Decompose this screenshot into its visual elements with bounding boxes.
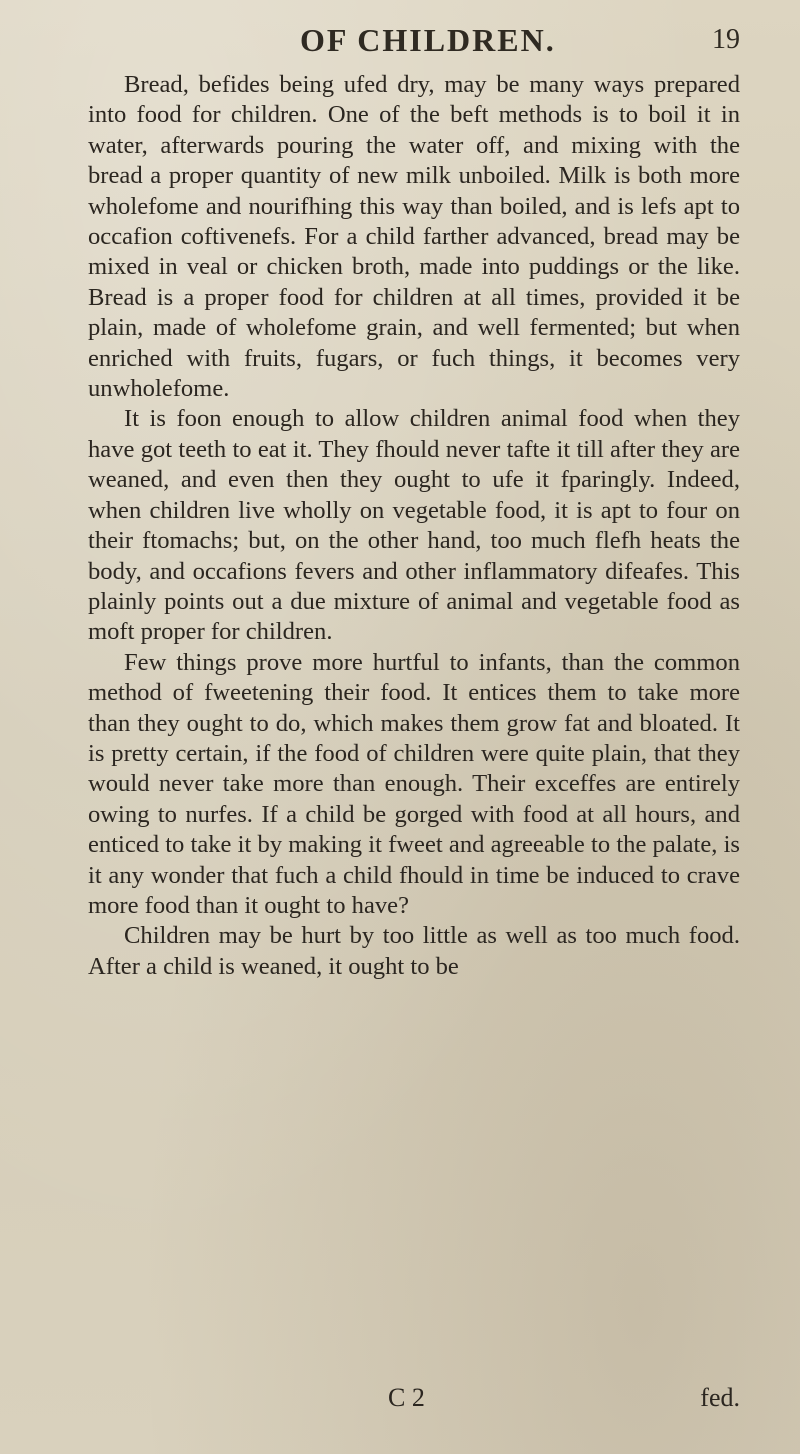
paragraph-too-little-food: Children may be hurt by too little as well as too much food. After a child is weaned, it ought to be [88, 922, 740, 980]
page-footer [88, 1383, 740, 1419]
page-number: 19 [712, 24, 740, 55]
page-header [300, 22, 750, 64]
paragraph-animal-food: It is foon enough to allow children animal food when they have got teeth to eat it. They fhould never tafte it till after they are weaned, and even then they ought to ufe it fparingly. Indeed, when children live wholly on vegetable food, it is apt to four on their ftomachs; but, on the other hand, too much flefh heats the body, and occafions fevers and other inflammatory difeafes. This plainly points out a due mixture of animal and vegetable food as moft proper for children. [88, 405, 740, 646]
body-text [88, 70, 740, 982]
paragraph-sweetening: Few things prove more hurtful to infants, than the common method of fweetening their food. It entices them to take more than they ought to do, which makes them grow fat and bloated. It is pretty certain, if the food of children were quite plain, that they would never take more than enough. Their exceffes are entirely owing to nurfes. If a child be gorged with food at all hours, and enticed to take it by making it fweet and agreeable to the palate, is it any wonder that fuch a child fhould in time be induced to crave more food than it ought to have? [88, 648, 740, 919]
paragraph-bread: Bread, befides being ufed dry, may be many ways prepared into food for children. One of the beft methods is to boil it in water, afterwards pouring the water off, and mixing with the bread a proper quantity of new milk unboiled. Milk is both more wholefome and nourifhing this way than boiled, and is lefs apt to occafion coftivenefs. For a child farther advanced, bread may be mixed in veal or chicken broth, made into puddings or the like. Bread is a proper food for children at all times, provided it be plain, made of wholefome grain, and well fermented; but when enriched with fruits, fugars, or fuch things, it becomes very unwholefome. [88, 71, 740, 403]
signature-mark: C 2 [388, 1383, 425, 1412]
catchword: fed. [700, 1383, 740, 1412]
running-head: OF CHILDREN. [300, 22, 556, 58]
